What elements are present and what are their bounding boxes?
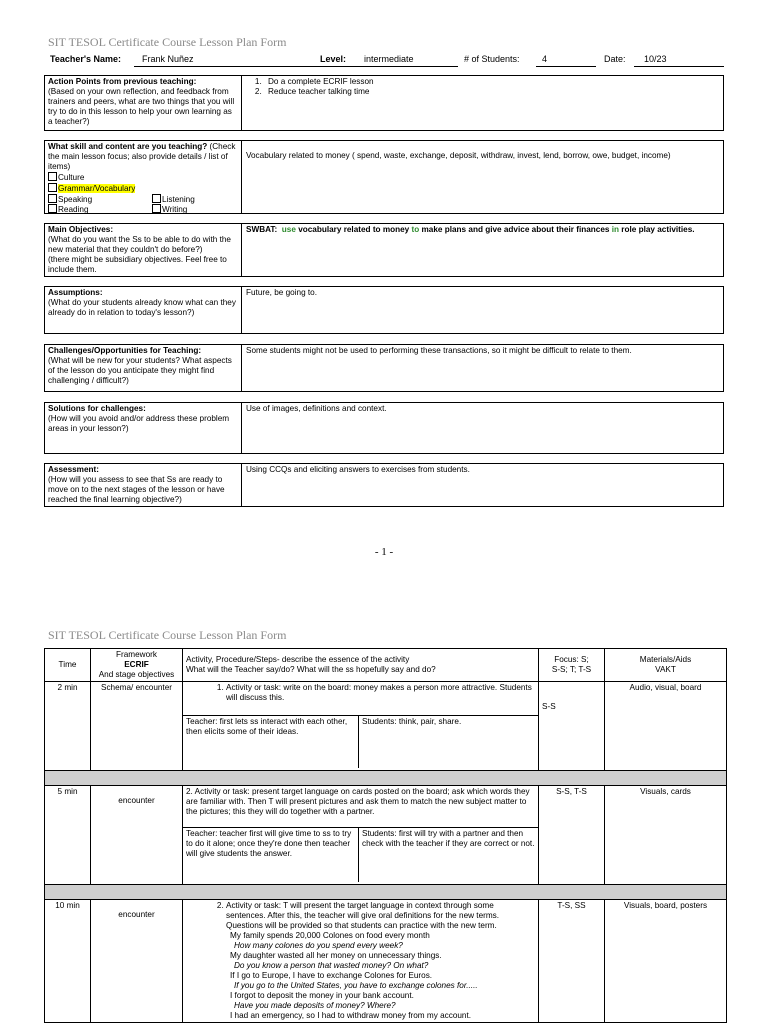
example-sentence: If I go to Europe, I have to exchange Colones for Euros. [230, 971, 433, 980]
date-value: 10/23 [644, 54, 667, 64]
level-value: intermediate [364, 54, 414, 64]
separator-row [45, 885, 727, 900]
teacher-info-header [48, 54, 724, 68]
focus-header-line: Focus: S; [554, 655, 589, 664]
activity-header [183, 649, 539, 682]
activity-header-line: Activity, Procedure/Steps- describe the essence of the activity [186, 655, 410, 664]
time-cell: 5 min [45, 786, 91, 885]
objectives-content [242, 224, 723, 276]
separator-row [45, 771, 727, 786]
reading-label: Reading [58, 205, 89, 214]
focus-cell: S-S, T-S [539, 786, 605, 885]
objective-keyword: to [411, 225, 420, 234]
skill-title: What skill and content are you teaching? [48, 142, 208, 151]
solutions-desc: (How will you avoid and/or address these problem areas in your lesson?) [48, 414, 230, 433]
activity-text: 2. Activity or task: present target language on cards posted on the board; ask which words they are familiar with. Then T will present pictures and ask them to match the new subject matter to the pictures; this they will do together with a partner. [186, 787, 530, 816]
objectives-desc-2: (there might be subsidiary objectives. Feel free to include them. [48, 255, 227, 274]
stage-cell: encounter [91, 786, 183, 885]
page-number: - 1 - [374, 546, 394, 558]
listening-checkbox[interactable] [152, 194, 161, 203]
table-row [45, 786, 727, 885]
assessment-content: Using CCQs and eliciting answers to exercises from students. [246, 465, 470, 474]
materials-cell: Audio, visual, board [605, 682, 727, 771]
stage-cell: Schema/ encounter [91, 682, 183, 771]
objective-keyword: use [281, 225, 296, 234]
teacher-action: Teacher: teacher first will give time to ss to try to do it alone; once they're done then teacher will give students the answer. [183, 828, 359, 882]
framework-header [91, 649, 183, 682]
activity-text: 1. Activity or task: write on the board: money makes a person more attractive. Students will discuss this. [226, 683, 535, 703]
skill-content-section [44, 140, 724, 214]
assumptions-content: Future, be going to. [246, 288, 318, 297]
students-action: Students: first will try with a partner and then check with the teacher if they are correct or not. [362, 829, 535, 848]
materials-header [605, 649, 727, 682]
swbat-label: SWBAT: [246, 225, 278, 234]
time-cell: 10 min [45, 900, 91, 1023]
challenges-content: Some students might not be used to performing these transactions, so it might be difficult to relate to them. [246, 346, 632, 355]
skill-desc: (Check the main lesson focus; also provide details / list of items) [48, 142, 236, 171]
assessment-title: Assessment: [48, 465, 99, 474]
writing-label: Writing [162, 205, 188, 214]
objective-text: vocabulary related to money [298, 225, 410, 234]
focus-header [539, 649, 605, 682]
action-points-title: Action Points from previous teaching: [48, 77, 197, 86]
grammar-vocabulary-label: Grammar/Vocabulary [58, 184, 136, 193]
example-question: Do you know a person that wasted money? On what? [234, 961, 429, 970]
example-question: How many colones do you spend every week? [234, 941, 403, 950]
objective-keyword: in [611, 225, 619, 234]
objectives-title: Main Objectives: [48, 225, 114, 234]
solutions-section [44, 402, 724, 454]
skill-content-value: Vocabulary related to money ( spend, waste, exchange, deposit, withdraw, invest, lend, borrow, owe, budget, income) [246, 151, 671, 160]
lesson-plan-table [44, 648, 727, 1023]
students-action: Students: think, pair, share. [362, 717, 462, 726]
objective-text: make plans and give advice about their finances [421, 225, 610, 234]
students-label: # of Students: [464, 54, 520, 64]
assessment-desc: (How will you assess to see that Ss are ready to move on to the next stages of the lesson or have reached the final learning objective?) [48, 475, 225, 504]
objective-text: role play activities. [621, 225, 695, 234]
table-row [45, 682, 727, 771]
solutions-content: Use of images, definitions and context. [246, 404, 387, 413]
form-title-page-2: SIT TESOL Certificate Course Lesson Plan Form [48, 628, 287, 642]
grammar-vocabulary-checkbox[interactable] [48, 183, 57, 192]
students-value: 4 [542, 54, 548, 64]
assessment-section [44, 463, 724, 507]
speaking-checkbox[interactable] [48, 194, 57, 203]
level-label: Level: [320, 54, 347, 64]
example-sentence: My daughter wasted all her money on unnecessary things. [230, 951, 442, 960]
example-sentence: My family spends 20,000 Colones on food every month [230, 931, 430, 940]
focus-header-line: S-S; T; T-S [551, 665, 592, 674]
table-row [45, 900, 727, 1023]
stage-label: And stage objectives [98, 670, 175, 679]
date-label: Date: [604, 54, 626, 64]
teacher-name-label: Teacher's Name: [50, 54, 122, 64]
materials-header-line: Materials/Aids [639, 655, 692, 664]
culture-label: Culture [58, 173, 85, 182]
table-header-row [45, 649, 727, 682]
materials-cell: Visuals, board, posters [605, 900, 727, 1023]
challenges-section [44, 344, 724, 392]
action-points-section [44, 75, 724, 131]
example-question: If you go to the United States, you have to exchange colones for..... [234, 981, 478, 990]
assumptions-section [44, 286, 724, 334]
activity-text: 2. Activity or task: T will present the target language in context through some sentences. After this, the teacher will give oral definitions for the new terms. Questions will be provided so that students can practice with the new term. [226, 901, 535, 931]
stage-cell: encounter [91, 900, 183, 1023]
solutions-title: Solutions for challenges: [48, 404, 146, 413]
activity-cell [183, 786, 539, 885]
listening-label: Listening [162, 195, 195, 204]
materials-cell: Visuals, cards [605, 786, 727, 885]
culture-checkbox[interactable] [48, 172, 57, 181]
assumptions-title: Assumptions: [48, 288, 103, 297]
activity-cell [183, 900, 539, 1023]
assumptions-desc: (What do your students already know what can they already do in relation to today's lesson?) [48, 298, 236, 317]
action-point-item: 1. Do a complete ECRIF lesson [264, 77, 719, 87]
example-sentence: I forgot to deposit the money in your bank account. [230, 991, 414, 1000]
ecrif-label: ECRIF [124, 660, 149, 669]
main-objectives-section [44, 223, 724, 277]
teacher-action: Teacher: first lets ss interact with each other, then elicits some of their ideas. [183, 716, 359, 768]
time-cell: 2 min [45, 682, 91, 771]
time-header: Time [45, 649, 91, 682]
example-question: Have you made deposits of money? Where? [234, 1001, 396, 1010]
writing-checkbox[interactable] [152, 204, 161, 213]
speaking-label: Speaking [58, 195, 93, 204]
action-point-item: 2. Reduce teacher talking time [264, 87, 719, 97]
activity-header-line: What will the Teacher say/do? What will the ss hopefully say and do? [186, 665, 436, 674]
reading-checkbox[interactable] [48, 204, 57, 213]
example-sentence: I had an emergency, so I had to withdraw money from my account. [230, 1011, 472, 1020]
activity-cell [183, 682, 539, 771]
materials-header-line: VAKT [655, 665, 676, 674]
focus-cell: S-S [539, 682, 605, 771]
action-points-desc: (Based on your own reflection, and feedback from trainers and peers, what are two things that you will try to do in this lesson to help your own learning as a teacher?) [48, 87, 235, 126]
challenges-desc: (What will be new for your students? What aspects of the lesson do you anticipate they might find challenging / difficult?) [48, 356, 232, 385]
form-title: SIT TESOL Certificate Course Lesson Plan Form [48, 35, 287, 49]
teacher-name-value: Frank Nuñez [142, 54, 194, 64]
focus-cell: T-S, SS [539, 900, 605, 1023]
framework-label: Framework [116, 650, 157, 659]
objectives-desc: (What do you want the Ss to be able to do with the new material that they couldn't do before?) [48, 235, 231, 254]
challenges-title: Challenges/Opportunities for Teaching: [48, 346, 202, 355]
example-sentences [186, 931, 535, 1021]
